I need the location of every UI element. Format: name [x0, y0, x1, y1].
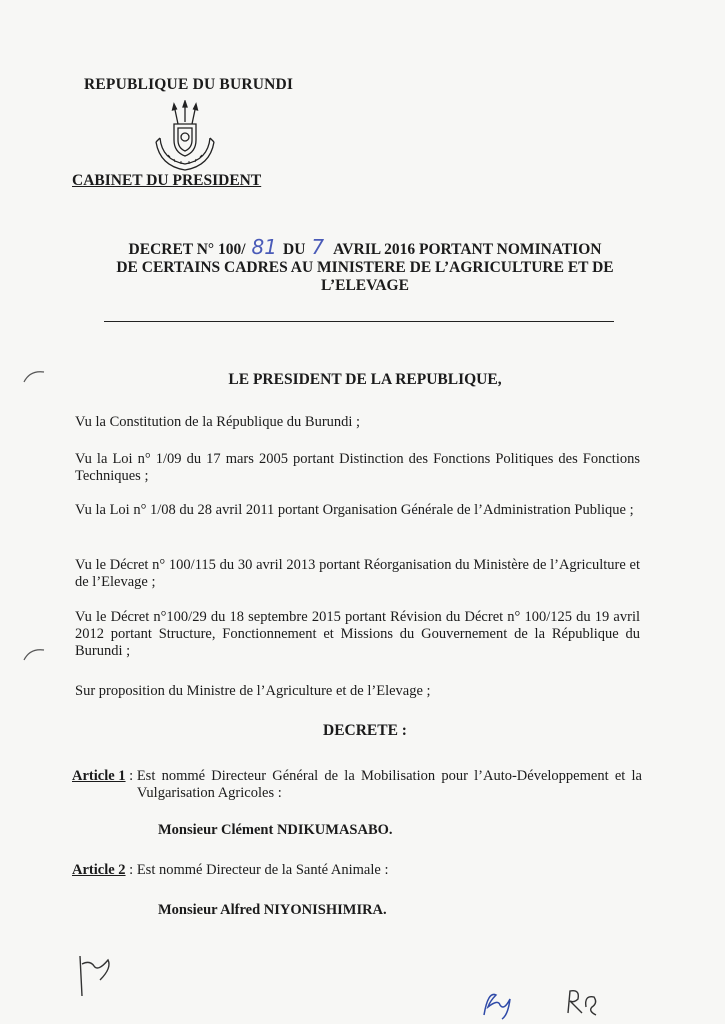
decree-title-line-2: DE CERTAINS CADRES AU MINISTERE DE L’AGRICULTURE ET DE	[116, 259, 614, 276]
margin-punch-mark-2	[22, 646, 46, 662]
decree-prefix: DECRET N° 100/	[128, 241, 246, 258]
cabinet-header: CABINET DU PRESIDENT	[72, 172, 262, 189]
article-1-colon: :	[125, 768, 137, 784]
decrete-heading: DECRETE :	[323, 722, 407, 739]
margin-punch-mark	[22, 368, 46, 384]
decree-title-line-3: L’ELEVAGE	[321, 277, 409, 294]
consideration-4: Vu le Décret n° 100/115 du 30 avril 2013 portant Réorganisation du Ministère de l’Agriculture et de l’Elevage ;	[75, 557, 640, 590]
article-2-person: Monsieur Alfred NIYONISHIMIRA.	[158, 902, 387, 918]
decree-title	[60, 235, 670, 295]
article-1	[72, 768, 642, 802]
decree-du: DU	[283, 241, 306, 258]
republic-header: REPUBLIQUE DU BURUNDI	[84, 76, 294, 93]
decree-title-line-1	[60, 235, 670, 259]
decree-day-handwritten: 7	[311, 235, 325, 259]
article-2-text: Est nommé Directeur de la Santé Animale :	[136, 862, 389, 878]
article-1-label: Article 1	[72, 768, 126, 784]
consideration-1: Vu la Constitution de la République du Burundi ;	[75, 414, 361, 430]
article-2-colon: :	[125, 862, 137, 878]
article-1-text: Est nommé Directeur Général de la Mobilisation pour l’Auto-Développement et la Vulgarisation Agricoles :	[136, 768, 642, 801]
consideration-2: Vu la Loi n° 1/09 du 17 mars 2005 portant Distinction des Fonctions Politiques des Fonctions Techniques ;	[75, 451, 640, 484]
initials-signature-right	[562, 985, 604, 1019]
initials-signature-middle	[478, 985, 518, 1021]
article-2	[72, 862, 642, 879]
president-heading: LE PRESIDENT DE LA REPUBLIQUE,	[228, 371, 502, 388]
title-divider	[104, 321, 614, 322]
decree-number-handwritten: 81	[251, 235, 277, 259]
initials-signature-left	[72, 950, 122, 1000]
coat-of-arms-emblem	[150, 100, 220, 172]
consideration-3: Vu la Loi n° 1/08 du 28 avril 2011 portant Organisation Générale de l’Administration Publique ;	[75, 502, 634, 518]
consideration-5: Vu le Décret n°100/29 du 18 septembre 2015 portant Révision du Décret n° 100/125 du 19 avril 2012 portant Structure, Fonctionnement et Missions du Gouvernement de la République du Burundi ;	[75, 609, 640, 659]
decree-line1-rest: AVRIL 2016 PORTANT NOMINATION	[333, 241, 602, 258]
article-1-person: Monsieur Clément NDIKUMASABO.	[158, 822, 393, 838]
article-2-label: Article 2	[72, 862, 126, 878]
consideration-6: Sur proposition du Ministre de l’Agriculture et de l’Elevage ;	[75, 683, 431, 699]
